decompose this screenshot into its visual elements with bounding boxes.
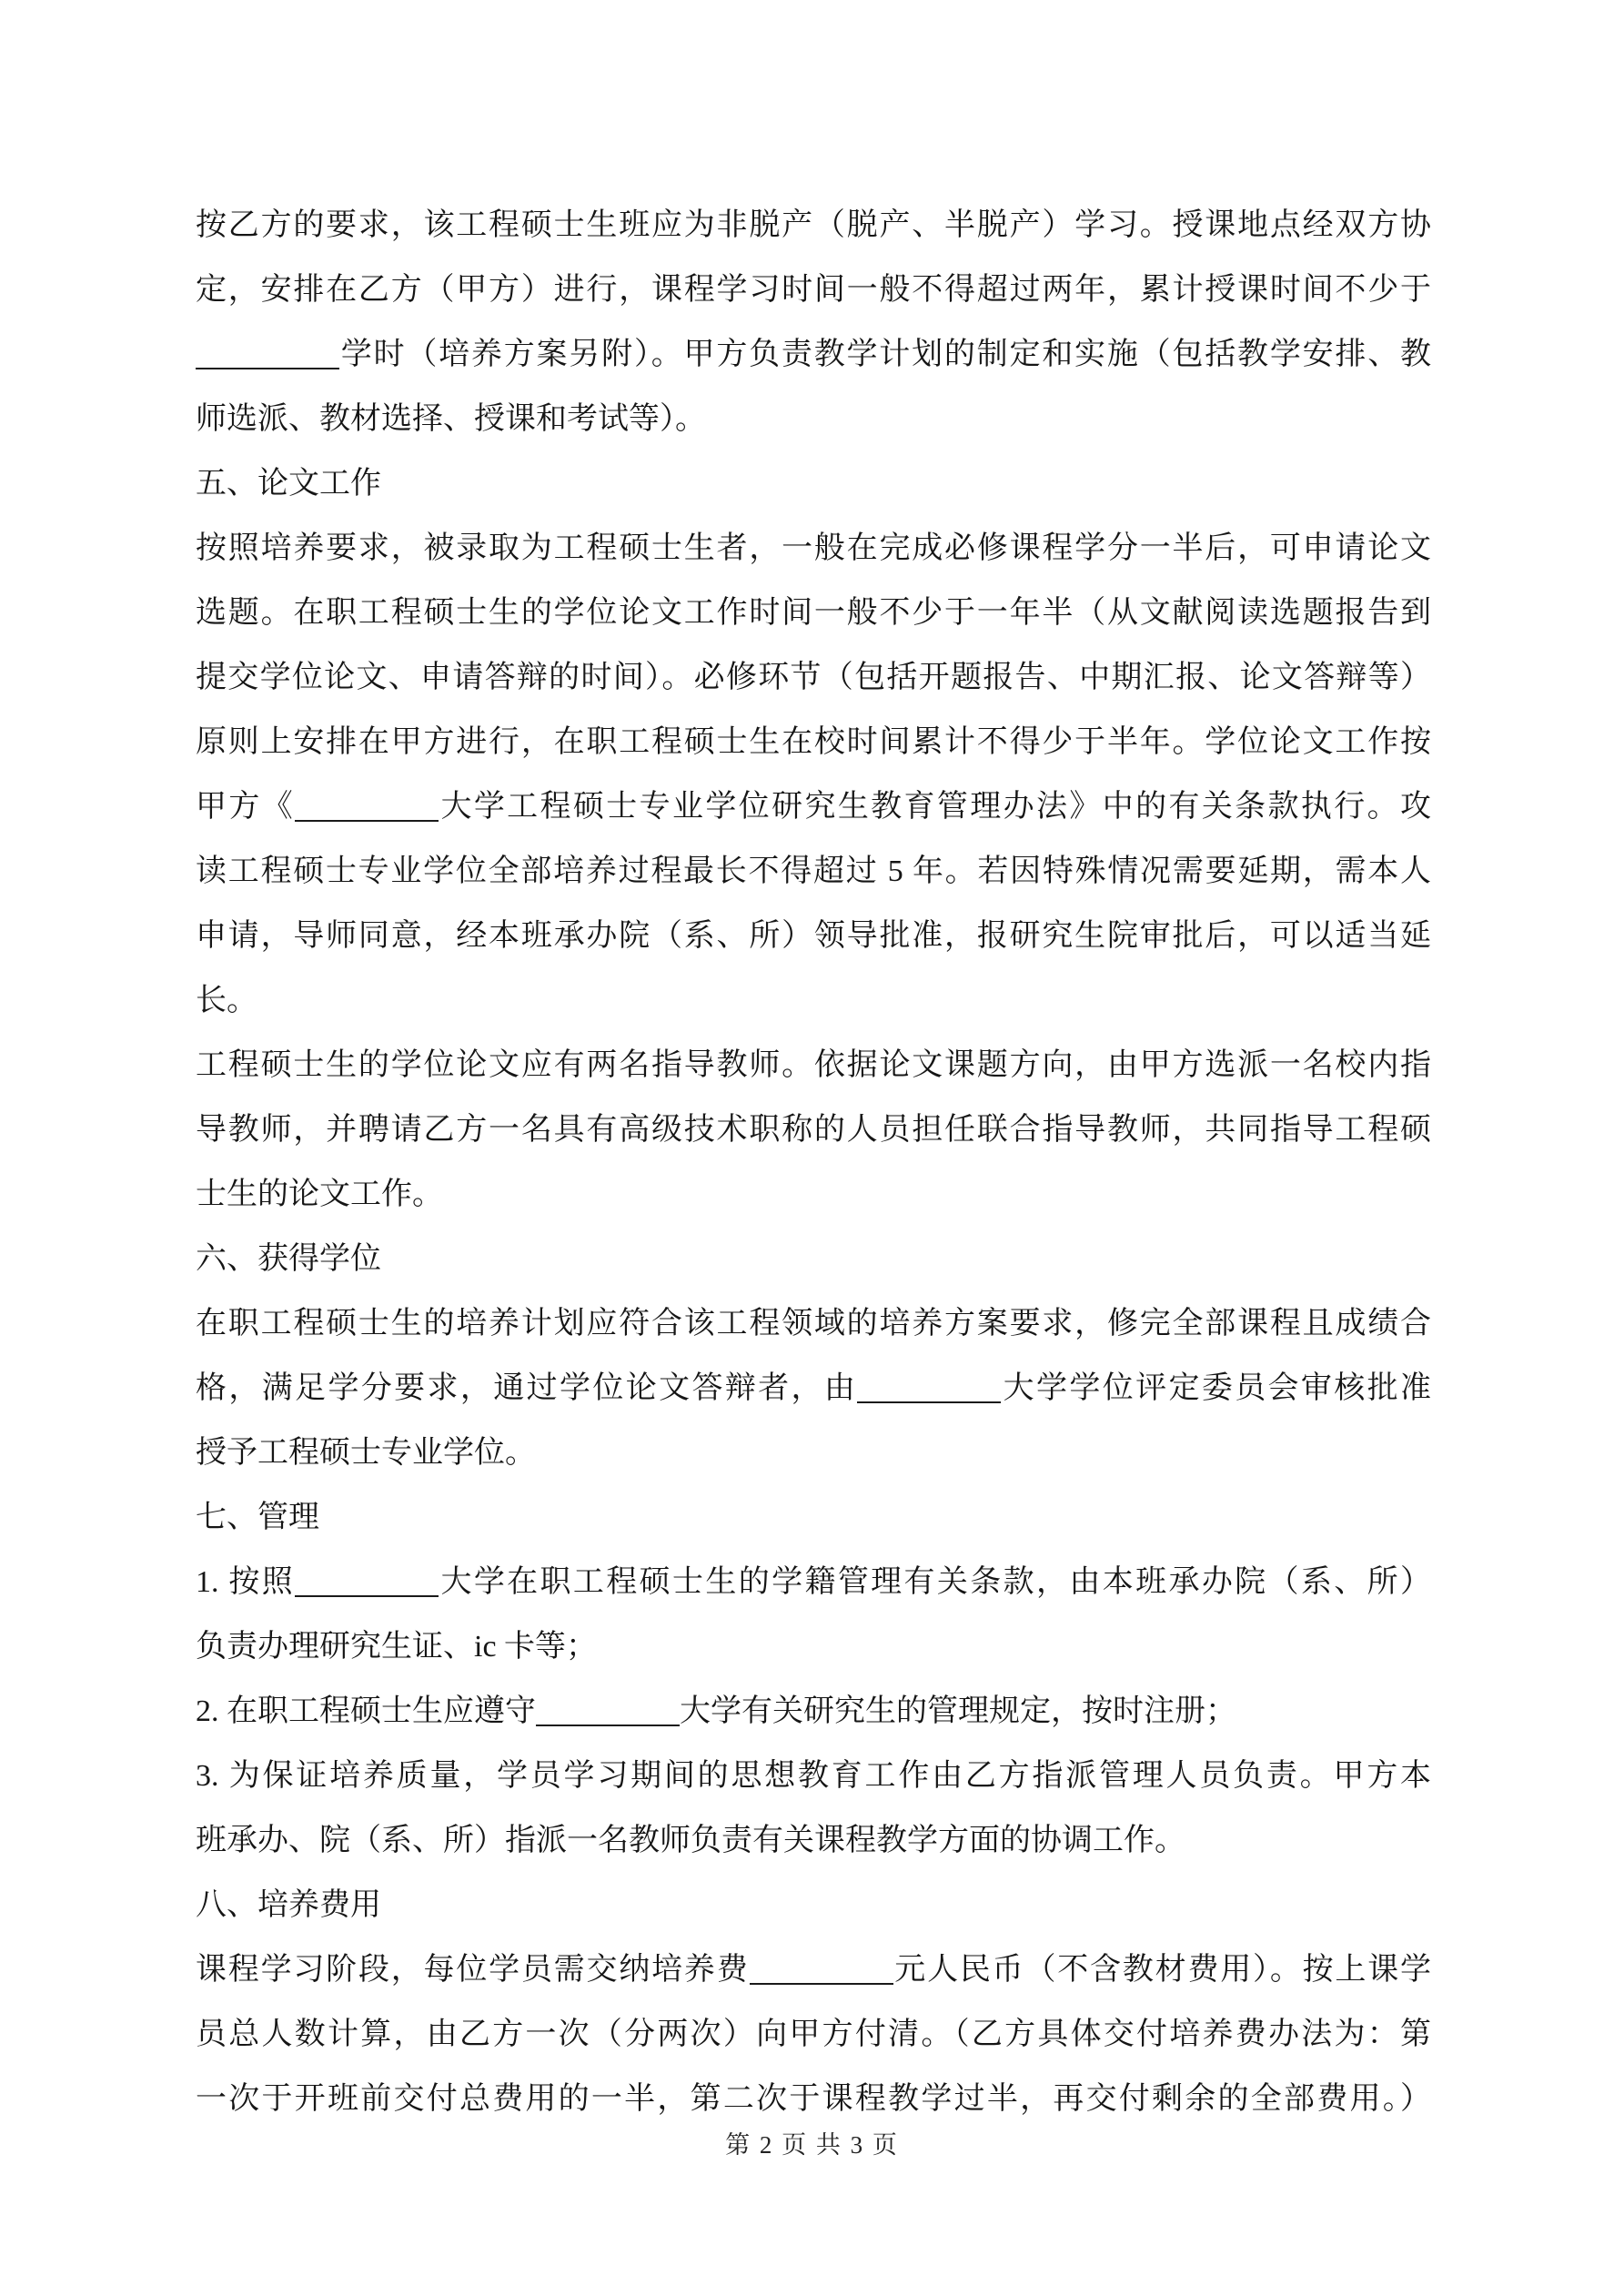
numbered-item-with-blank [196,1550,1431,1614]
text-segment: 甲方《 [196,790,296,824]
paragraph-line: 师选派、教材选择、授课和考试等）。 [196,402,706,436]
section-heading: 五、论文工作 [196,467,381,501]
paragraph-line: 按照培养要求，被录取为工程硕士生者，一般在完成必修课程学分一半后，可申请论文 [196,531,1431,565]
text-segment: 大学有关研究生的管理规定，按时注册； [680,1694,1236,1728]
paragraph-line: 员总人数计算，由乙方一次（分两次）向甲方付清。（乙方具体交付培养费办法为：第 [196,2018,1431,2051]
paragraph-line-with-blank [196,1937,1431,2002]
section-heading: 七、管理 [196,1501,319,1534]
fill-in-blank-underline [750,1972,893,1985]
paragraph-line: 负责办理研究生证、ic 卡等； [196,1630,598,1664]
paragraph-line: 导教师，并聘请乙方一名具有高级技术职称的人员担任联合指导教师，共同指导工程硕 [196,1113,1431,1147]
paragraph-line-with-blank [196,774,1431,839]
paragraph-line: 申请，导师同意，经本班承办院（系、所）领导批准，报研究生院审批后，可以适当延 [196,919,1431,953]
text-segment: 1. 按照 [196,1565,296,1599]
text-segment: 元人民币（不含教材费用）。按上课学 [893,1953,1431,1987]
paragraph-line: 在职工程硕士生的培养计划应符合该工程领域的培养方案要求，修完全部课程且成绩合 [196,1307,1431,1340]
paragraph-line-with-blank [196,1356,1431,1421]
paragraph-line: 定，安排在乙方（甲方）进行，课程学习时间一般不得超过两年，累计授课时间不少于 [196,273,1431,307]
text-segment: 大学在职工程硕士生的学籍管理有关条款，由本班承办院（系、所） [439,1565,1432,1599]
text-segment: 格，满足学分要求，通过学位论文答辩者，由 [196,1371,858,1405]
paragraph-line: 工程硕士生的学位论文应有两名指导教师。依据论文课题方向，由甲方选派一名校内指 [196,1048,1431,1082]
text-segment: 学时（培养方案另附）。甲方负责教学计划的制定和实施（包括教学安排、教 [339,338,1431,371]
paragraph-line: 长。 [196,984,257,1017]
text-segment: 课程学习阶段，每位学员需交纳培养费 [196,1953,750,1987]
fill-in-blank-underline [536,1714,680,1726]
paragraph-line: 授予工程硕士专业学位。 [196,1436,536,1470]
section-heading: 八、培养费用 [196,1888,381,1922]
numbered-item: 3. 为保证培养质量，学员学习期间的思想教育工作由乙方指派管理人员负责。甲方本 [196,1759,1431,1793]
text-segment: 大学学位评定委员会审核批准 [1001,1371,1432,1405]
paragraph-line-with-blank [196,322,1431,387]
document-body [196,193,1431,2131]
paragraph-line: 班承办、院（系、所）指派一名教师负责有关课程教学方面的协调工作。 [196,1824,1185,1857]
paragraph-line: 士生的论文工作。 [196,1178,443,1211]
paragraph-line: 选题。在职工程硕士生的学位论文工作时间一般不少于一年半（从文献阅读选题报告到 [196,596,1431,630]
paragraph-line: 提交学位论文、申请答辩的时间）。必修环节（包括开题报告、中期汇报、论文答辩等） [196,661,1431,694]
paragraph-line: 按乙方的要求，该工程硕士生班应为非脱产（脱产、半脱产）学习。授课地点经双方协 [196,208,1431,242]
paragraph-line: 一次于开班前交付总费用的一半，第二次于课程教学过半，再交付剩余的全部费用。） [196,2082,1431,2116]
paragraph-line: 读工程硕士专业学位全部培养过程最长不得超过 5 年。若因特殊情况需要延期，需本人 [196,855,1431,888]
page-footer: 第 2 页 共 3 页 [725,2131,899,2159]
section-heading: 六、获得学位 [196,1242,381,1276]
numbered-item-with-blank [196,1679,1431,1744]
text-segment: 2. 在职工程硕士生应遵守 [196,1694,536,1728]
fill-in-blank-underline [295,809,439,822]
fill-in-blank-underline [295,1584,439,1597]
fill-in-blank-underline [196,357,339,369]
fill-in-blank-underline [857,1391,1001,1403]
text-segment: 大学工程硕士专业学位研究生教育管理办法》中的有关条款执行。攻 [439,790,1432,824]
paragraph-line: 原则上安排在甲方进行，在职工程硕士生在校时间累计不得少于半年。学位论文工作按 [196,725,1431,759]
